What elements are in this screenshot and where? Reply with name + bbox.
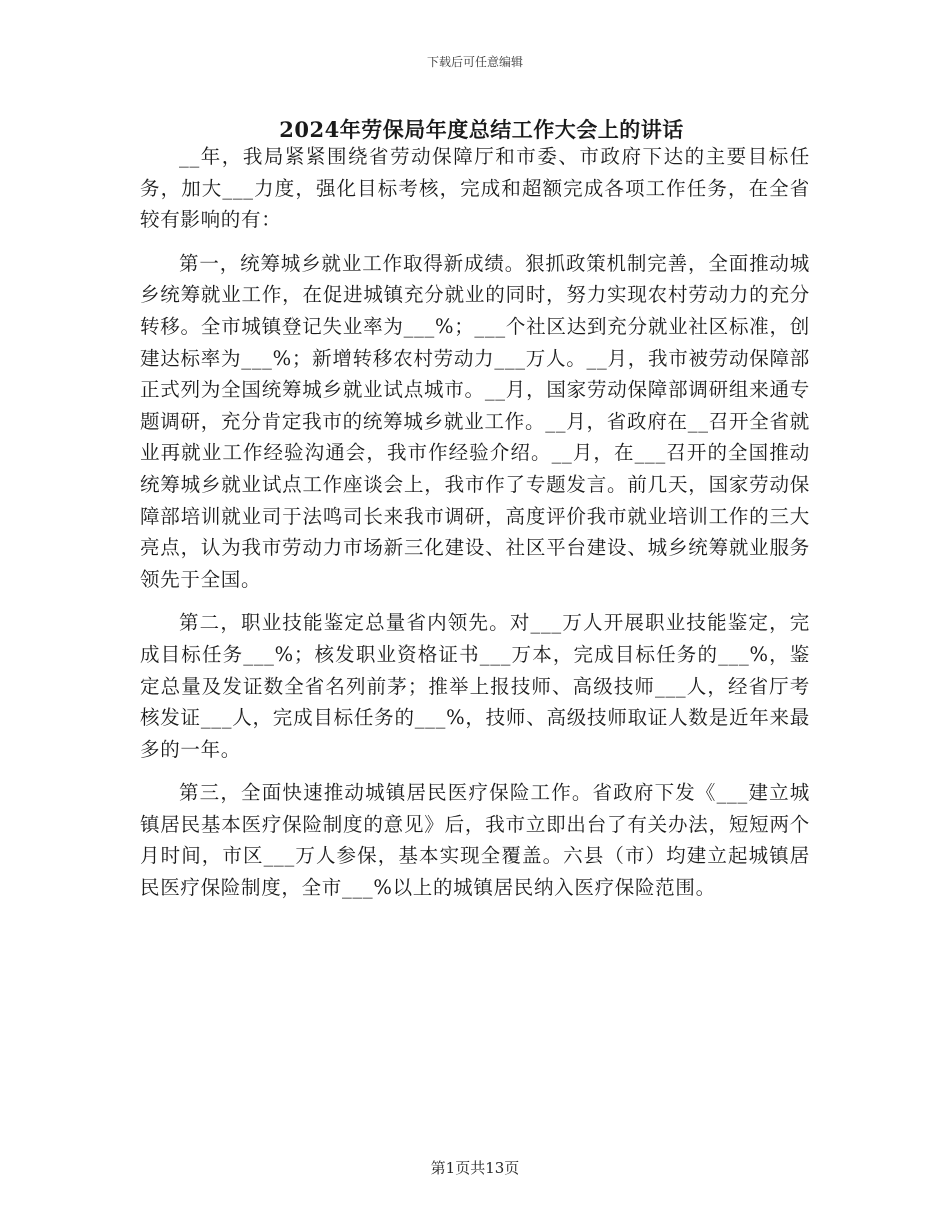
paragraph-skills-appraisal: 第二，职业技能鉴定总量省内领先。对___万人开展职业技能鉴定，完成目标任务___%；核发职业资格证书___万本，完成目标任务的___%，鉴定总量及发证数全省名列前茅；推举上报技师、高级技师___人，经省厅考核发证___人，完成目标任务的___%，技师、高级技师取证人数是近年来最多的一年。 bbox=[140, 611, 810, 761]
document-title: 2024年劳保局年度总结工作大会上的讲话 bbox=[279, 117, 684, 142]
paragraph-medical-insurance: 第三，全面快速推动城镇居民医疗保险工作。省政府下发《___建立城镇居民基本医疗保险制度的意见》后，我市立即出台了有关办法，短短两个月时间，市区___万人参保，基本实现全覆盖。六县（市）均建立起城镇居民医疗保险制度，全市___%以上的城镇居民纳入医疗保险范围。 bbox=[140, 781, 810, 900]
paragraph-employment: 第一，统筹城乡就业工作取得新成绩。狠抓政策机制完善，全面推动城乡统筹就业工作，在促进城镇充分就业的同时，努力实现农村劳动力的充分转移。全市城镇登记失业率为___%；___个社区达到充分就业社区标准，创建达标率为___%；新增转移农村劳动力___万人。__月，我市被劳动保障部正式列为全国统筹城乡就业试点城市。__月，国家劳动保障部调研组来通专题调研，充分肯定我市的统筹城乡就业工作。__月，省政府在__召开全省就业再就业工作经验沟通会，我市作经验介绍。__月，在___召开的全国推动统筹城乡就业试点工作座谈会上，我市作了专题发言。前几天，国家劳动保障部培训就业司于法鸣司长来我市调研，高度评价我市就业培训工作的三大亮点，认为我市劳动力市场新三化建设、社区平台建设、城乡统筹就业服务领先于全国。 bbox=[140, 251, 810, 591]
page-number-indicator: 第1页共13页 bbox=[430, 1159, 520, 1177]
paragraph-intro: __年，我局紧紧围绕省劳动保障厅和市委、市政府下达的主要目标任务，加大___力度，强化目标考核，完成和超额完成各项工作任务，在全省较有影响的有： bbox=[140, 145, 810, 232]
page-header-note: 下载后可任意编辑 bbox=[426, 55, 523, 69]
document-body bbox=[140, 141, 810, 916]
